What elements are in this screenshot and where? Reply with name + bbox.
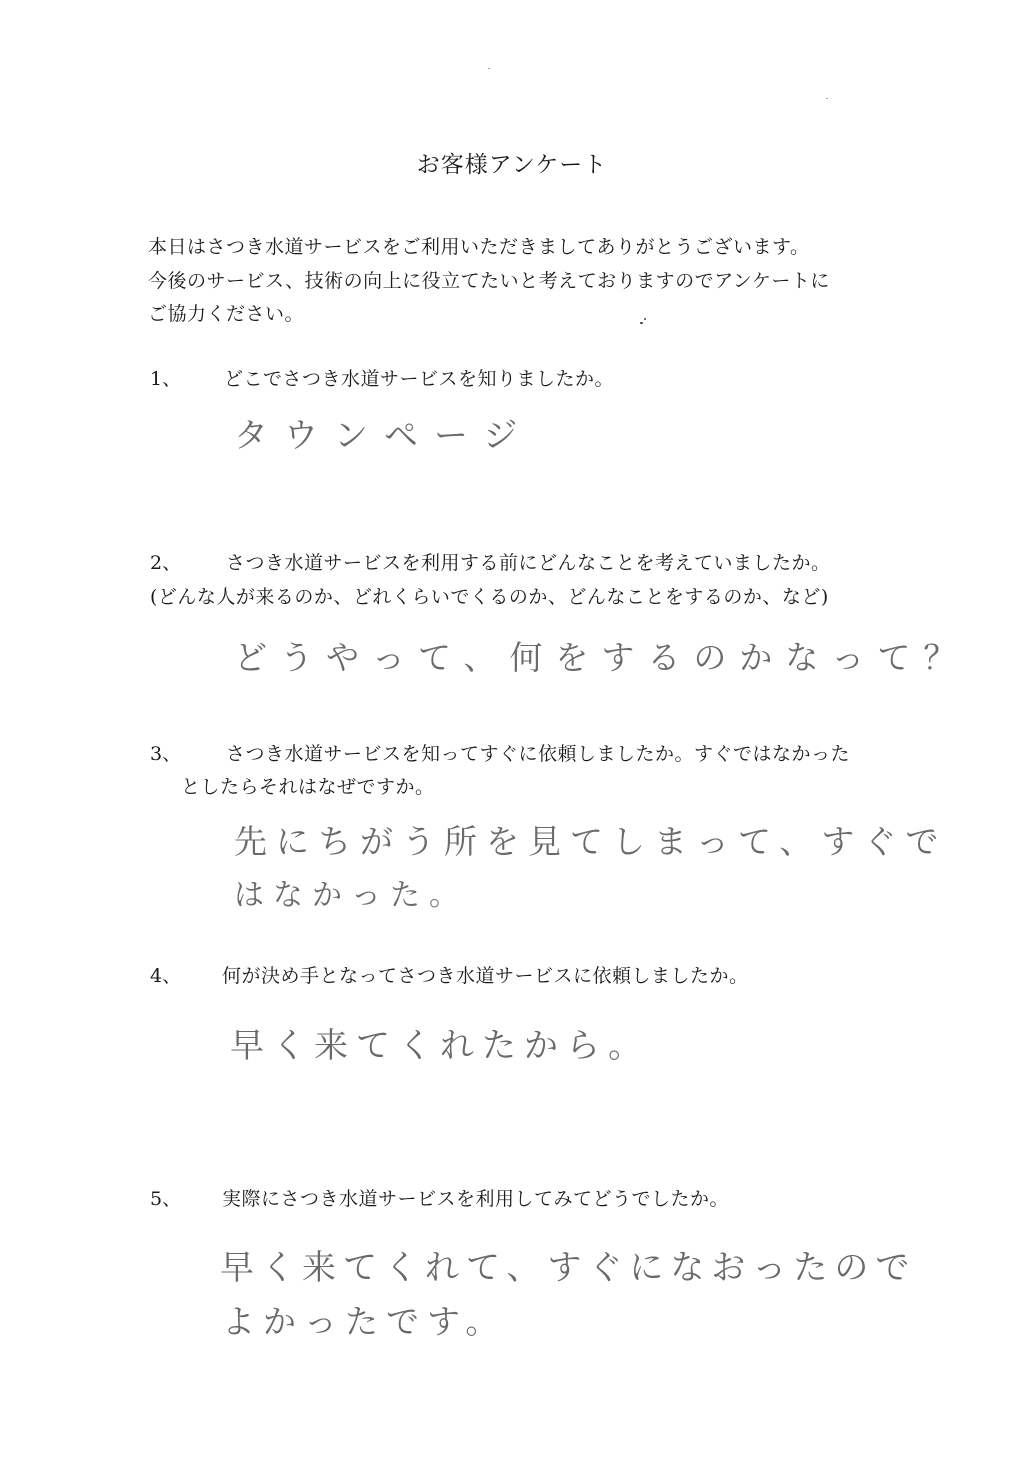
question-5-text: 実際にさつき水道サービスを利用してみてどうでしたか。	[222, 1188, 730, 1210]
answer-4-handwriting: 早く来てくれたから。	[230, 1026, 650, 1066]
question-4-text: 何が決め手となってさつき水道サービスに依頼しましたか。	[222, 965, 749, 987]
scan-speck	[640, 322, 643, 324]
scan-speck	[488, 68, 490, 69]
intro-line-1: 本日はさつき水道サービスをご利用いただきましてありがとうございます。	[148, 236, 810, 258]
question-4-number: 4、	[150, 965, 182, 987]
answer-1-handwriting: タウンページ	[234, 416, 534, 456]
scan-speck	[826, 98, 828, 99]
question-1-text: どこでさつき水道サービスを知りましたか。	[224, 368, 615, 390]
answer-3-handwriting-line-1: 先にちがう所を見てしまって、すぐで	[234, 822, 948, 861]
answer-2-handwriting: どうやって、何をするのかなって？	[234, 638, 970, 677]
question-3-text-line-2: としたらそれはなぜですか。	[181, 776, 435, 798]
question-3-number: 3、	[150, 743, 182, 765]
intro-line-3: ご協力ください。	[148, 303, 305, 325]
question-3-text-line-1: さつき水道サービスを知ってすぐに依頼しましたか。すぐではなかった	[226, 743, 851, 765]
question-5-number: 5、	[150, 1188, 182, 1210]
answer-5-handwriting-line-1: 早く来てくれて、すぐになおったので	[220, 1248, 917, 1288]
answer-3-handwriting-line-2: はなかった。	[234, 878, 468, 913]
answer-5-handwriting-line-2: よかったです。	[222, 1302, 507, 1341]
intro-line-2: 今後のサービス、技術の向上に役立てたいと考えておりますのでアンケートに	[148, 270, 830, 292]
question-2-number: 2、	[150, 552, 182, 574]
page-title: お客様アンケート	[416, 152, 608, 178]
question-2-text-line-2: (どんな人が来るのか、どれくらいでくるのか、どんなことをするのか、など)	[150, 586, 829, 608]
scan-speck	[644, 318, 646, 320]
question-1-number: 1、	[150, 368, 182, 390]
question-2-text-line-1: さつき水道サービスを利用する前にどんなことを考えていましたか。	[226, 552, 831, 574]
